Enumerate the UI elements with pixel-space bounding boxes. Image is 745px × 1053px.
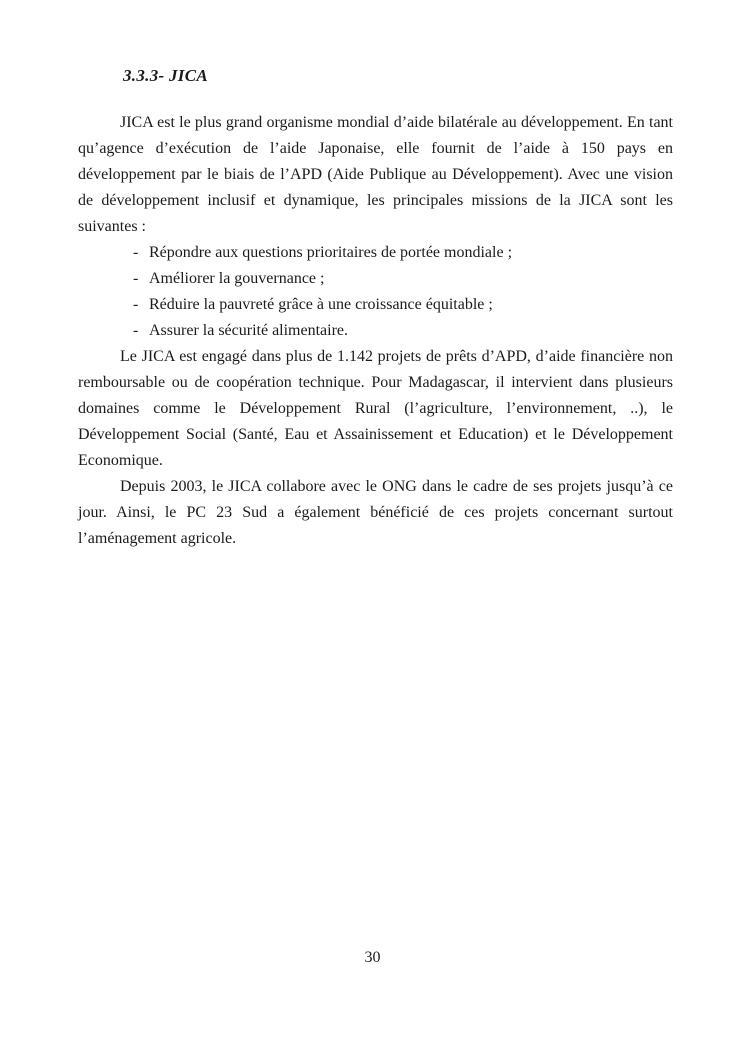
dash-marker: - [133, 270, 139, 287]
dash-marker: - [133, 244, 139, 261]
list-item [78, 292, 673, 318]
paragraph-projects: Le JICA est engagé dans plus de 1.142 projets de prêts d’APD, d’aide financière non remboursable ou de coopération technique. Pour Madagascar, il intervient dans plusieurs domaines comme le Développement Rural (l’agriculture, l’environnement, ..), le Développement Social (Santé, Eau et Assainissement et Education) et le Développement Economique. [78, 348, 673, 469]
list-item-text: Assurer la sécurité alimentaire. [149, 322, 349, 339]
list-item-text: Réduire la pauvreté grâce à une croissance équitable ; [149, 296, 493, 313]
page-number: 30 [364, 949, 381, 966]
section-heading: 3.3.3- JICA [123, 66, 209, 85]
list-item [78, 240, 673, 266]
paragraph-collaboration: Depuis 2003, le JICA collabore avec le ONG dans le cadre de ses projets jusqu’à ce jour. Ainsi, le PC 23 Sud a également bénéficié de ces projets concernant surtout l’aménagement agricole. [78, 478, 673, 547]
list-item-text: Améliorer la gouvernance ; [149, 270, 325, 287]
paragraph-intro: JICA est le plus grand organisme mondial d’aide bilatérale au développement. En tant qu’agence d’exécution de l’aide Japonaise, elle fournit de l’aide à 150 pays en développement par le biais de l’APD (Aide Publique au Développement). Avec une vision de développement inclusif et dynamique, les principales missions de la JICA sont les suivantes : [78, 114, 673, 235]
mission-list [78, 240, 673, 344]
dash-marker: - [133, 322, 139, 339]
list-item [78, 318, 673, 344]
list-item [78, 266, 673, 292]
list-item-text: Répondre aux questions prioritaires de portée mondiale ; [149, 244, 513, 261]
document-body [78, 110, 673, 552]
dash-marker: - [133, 296, 139, 313]
